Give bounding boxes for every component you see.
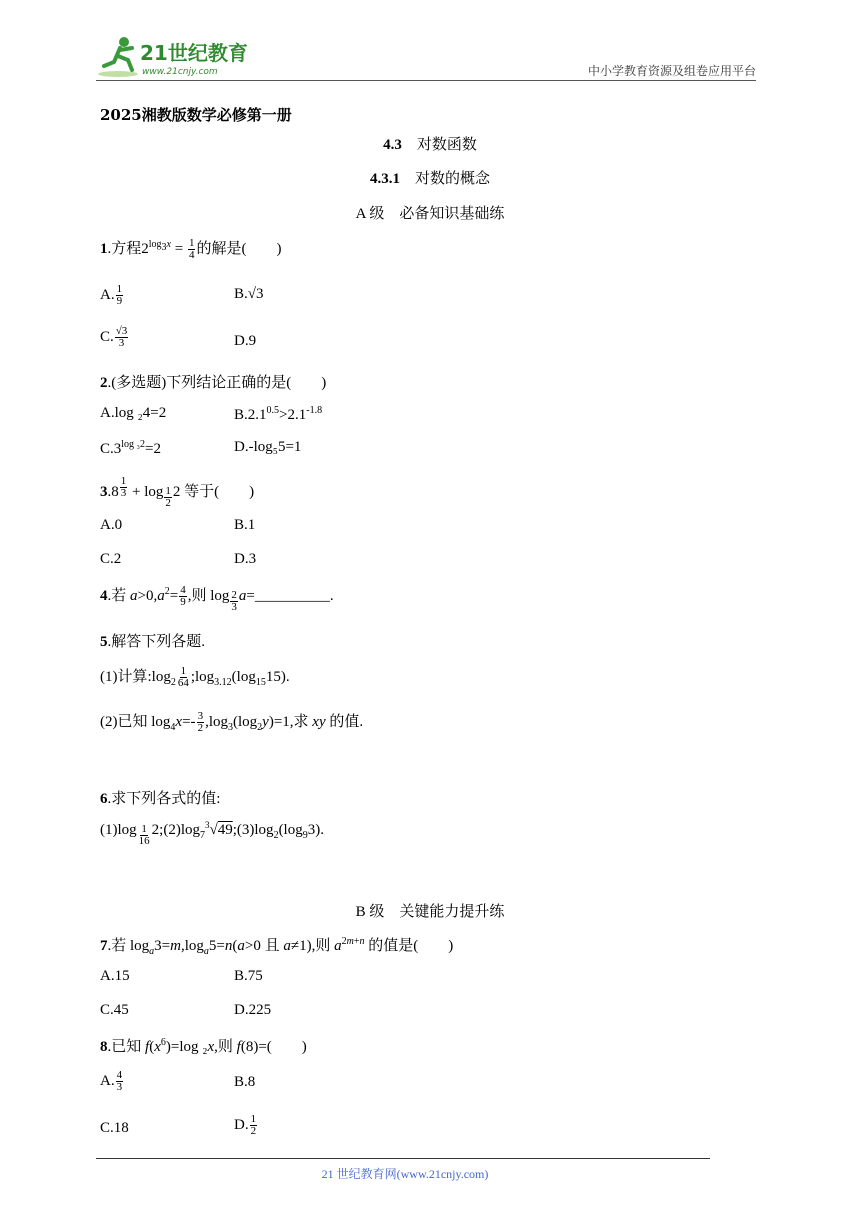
q3-option-b: B.1 <box>234 517 256 533</box>
q8-option-c: C.18 <box>100 1120 129 1136</box>
q7-option-d: D.225 <box>234 1002 272 1018</box>
header-platform-text: 中小学教育资源及组卷应用平台 <box>587 64 756 78</box>
q2-option-d: D.-log₅5=1 <box>234 439 302 455</box>
q8-option-a: A. $\frac{4}{3}$ <box>100 1069 123 1093</box>
question-2: 2.(多选题)下列结论正确的是( ) <box>100 375 327 391</box>
level-b-heading: B 级 关键能力提升练 <box>355 904 505 920</box>
question-6: 6.求下列各式的值: <box>100 791 221 807</box>
header-divider <box>96 80 756 81</box>
q2-option-a: A.log ₂4=2 <box>100 405 167 421</box>
subsection-title: 4.3.1 对数的概念 <box>369 171 491 187</box>
question-5: 5.解答下列各题. <box>100 634 206 650</box>
footer-divider <box>96 1158 710 1159</box>
q2-option-c: $C.3^{log _32}=2$ <box>100 439 161 457</box>
site-logo <box>96 34 256 80</box>
level-a-heading: A 级 必备知识基础练 <box>355 206 505 222</box>
question-3: 3.8 $^{\frac{1}{3}}$ + log $_{\frac{1}{2}}$ 2 等于( ) <box>100 475 255 509</box>
q7-option-c: C.45 <box>100 1002 129 1018</box>
q7-option-a: A.15 <box>100 968 130 984</box>
question-4: 4.若 $a>0,a^2=$ $\frac{4}{9}$ ,则 log $_{\frac{2}{3}}$ a=__________. <box>100 584 334 614</box>
q1-option-c: C. $\frac{√3}{3}$ <box>100 325 128 349</box>
q3-option-a: A.0 <box>100 517 123 533</box>
q3-option-d: D.3 <box>234 551 257 567</box>
q8-option-d: D. $\frac{1}{2}$ <box>234 1113 257 1137</box>
q7-option-b: B.75 <box>234 968 263 984</box>
q1-option-b: B.√3 <box>234 286 264 302</box>
q3-option-c: C.2 <box>100 551 122 567</box>
q1-option-d: D.9 <box>234 333 257 349</box>
q8-option-b: B.8 <box>234 1074 256 1090</box>
q6-parts: (1)log $_{\frac{1}{16}}$ $2;(2)\log_7^3√49;(3)\log_2(\log_93)$. <box>100 820 324 848</box>
footer-text[interactable]: 21 世纪教育网(www.21cnjy.com) <box>321 1167 489 1181</box>
question-8: 8.已知 $f(x^6)=\log$ ₂x,则 f(8)=( ) <box>100 1037 307 1055</box>
svg-text:21世纪教育: 21世纪教育 <box>140 41 248 65</box>
q5-part-1: (1)计算$:\log_2$ $\frac{1}{64}$ $;\log_{3.12}(\log_{15}15)$. <box>100 665 290 690</box>
q5-part-2: (2)已知 $\log_4x=-$ $\frac{3}{2}$ $,\log_3(\log_2y)=1$,求 xy 的值. <box>100 710 364 735</box>
svg-text:www.21cnjy.com: www.21cnjy.com <box>142 67 218 77</box>
q2-option-b: $B.2.1^{0.5}>2.1^{-1.8}$ <box>234 405 323 423</box>
question-1: 1.方程$2^{log_3x}$ = $\frac{1}{4}$ 的解是( ) <box>100 237 282 262</box>
section-title: 4.3 对数函数 <box>383 137 477 153</box>
book-title: 2025湘教版数学必修第一册 <box>100 106 292 124</box>
question-7: 7.若 $\log_a3=m,\log_a5=n(a>0$ 且 a≠1),则 $a^{2m+n}$ 的值是( ) <box>100 936 454 957</box>
q1-option-a: A. $\frac{1}{9}$ <box>100 283 123 307</box>
